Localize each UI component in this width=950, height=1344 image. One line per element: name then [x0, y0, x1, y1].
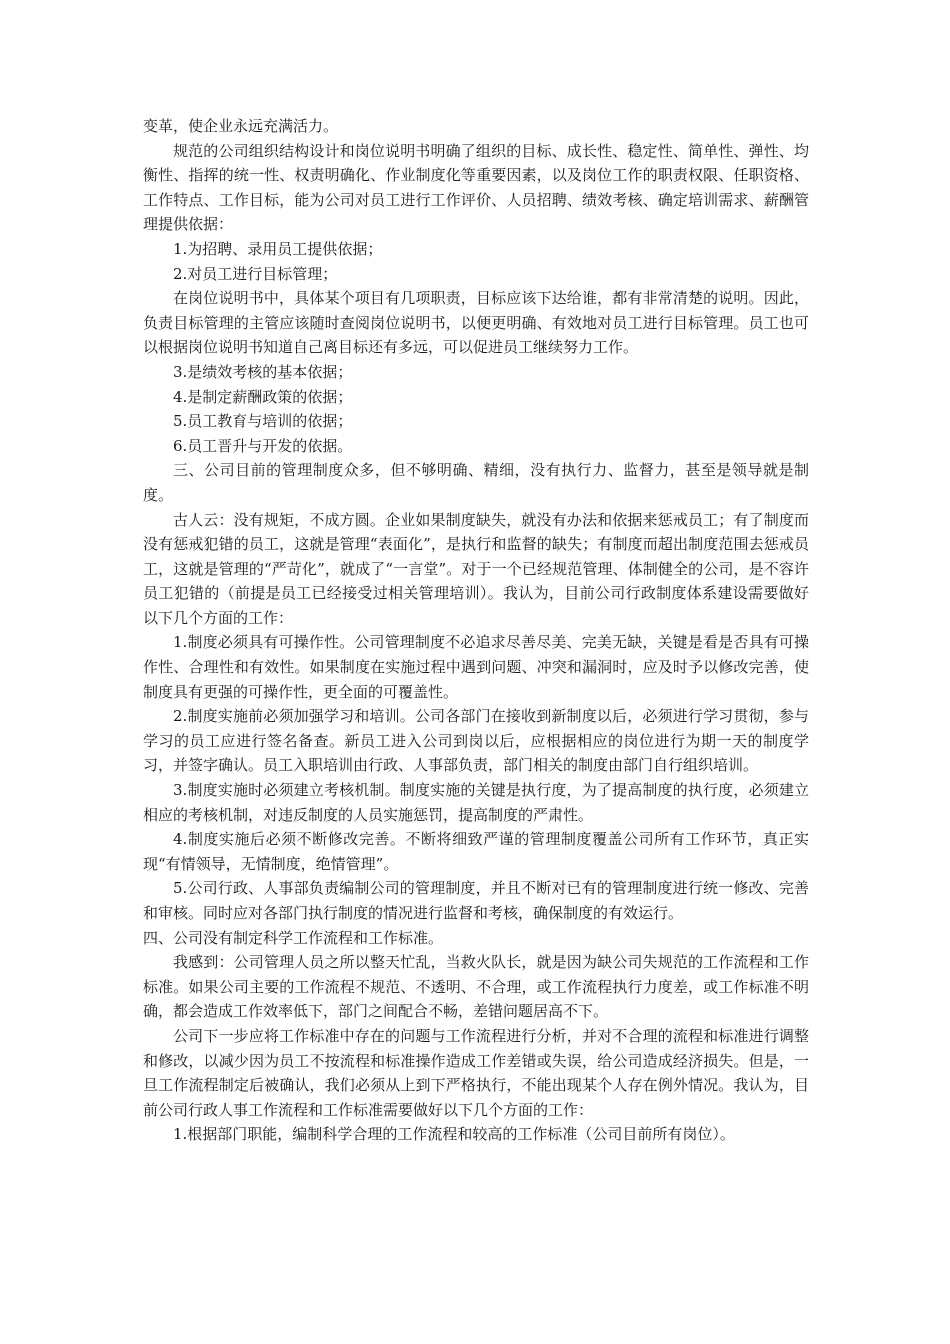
paragraph: 变革，使企业永远充满活力。: [143, 117, 339, 135]
list-item: 1.根据部门职能，编制科学合理的工作流程和较高的工作标准（公司目前所有岗位）。: [173, 1125, 735, 1144]
paragraph: 规范的公司组织结构设计和岗位说明书明确了组织的目标、成长性、稳定性、简单性、弹性、均衡性、指挥的统一性、权责明确化、作业制度化等重要因素，以及岗位工作的职责权限、任职资格、工作特点、工作目标，能为公司对员工进行工作评价、人员招聘、绩效考核、确定培训需求、薪酬管理提供依据：: [143, 141, 809, 234]
list-item: 1.制度必须具有可操作性。公司管理制度不必追求尽善尽美、完美无缺，关键是看是否具有可操作性、合理性和有效性。如果制度在实施过程中遇到问题、冲突和漏洞时，应及时予以修改完善，使制度具有更强的可操作性，更全面的可覆盖性。: [143, 633, 809, 701]
list-item: 5.员工教育与培训的依据；: [173, 412, 353, 431]
paragraph: 我感到：公司管理人员之所以整天忙乱，当救火队长，就是因为缺公司失规范的工作流程和工作标准。如果公司主要的工作流程不规范、不透明、不合理，或工作流程执行力度差，或工作标准不明确，都会造成工作效率低下，部门之间配合不畅，差错问题居高不下。: [143, 953, 809, 1021]
list-item: 2.对员工进行目标管理；: [173, 264, 338, 283]
list-item: 6.员工晋升与开发的依据。: [173, 436, 353, 455]
section-heading: 四、公司没有制定科学工作流程和工作标准。: [143, 928, 444, 947]
list-item: 3.是绩效考核的基本依据；: [173, 362, 353, 381]
list-item: 2.制度实施前必须加强学习和培训。公司各部门在接收到新制度以后，必须进行学习贯彻，参与学习的员工应进行签名备查。新员工进入公司到岗以后，应根据相应的岗位进行为期一天的制度学习，并签字确认。员工入职培训由行政、人事部负责，部门相关的制度由部门自行组织培训。: [143, 707, 809, 775]
list-item: 3.制度实施时必须建立考核机制。制度实施的关键是执行度，为了提高制度的执行度，必须建立相应的考核机制，对违反制度的人员实施惩罚，提高制度的严肃性。: [143, 781, 809, 824]
paragraph: 公司下一步应将工作标准中存在的问题与工作流程进行分析，并对不合理的流程和标准进行调整和修改，以减少因为员工不按流程和标准操作造成工作差错或失误，给公司造成经济损失。但是，一旦工作流程制定后被确认，我们必须从上到下严格执行，不能出现某个人存在例外情况。我认为，目前公司行政人事工作流程和工作标准需要做好以下几个方面的工作：: [143, 1026, 809, 1119]
paragraph: 古人云：没有规矩，不成方圆。企业如果制度缺失，就没有办法和依据来惩戒员工；有了制度而没有惩戒犯错的员工，这就是管理“表面化”，是执行和监督的缺失；有制度而超出制度范围去惩戒员工，这就是管理的“严苛化”，就成了“一言堂”。对于一个已经规范管理、体制健全的公司，是不容许员工犯错的（前提是员工已经接受过相关管理培训）。我认为，目前公司行政制度体系建设需要做好以下几个方面的工作：: [143, 510, 809, 627]
list-item: 4.是制定薪酬政策的依据；: [173, 387, 353, 406]
list-item: 5.公司行政、人事部负责编制公司的管理制度，并且不断对已有的管理制度进行统一修改、完善和审核。同时应对各部门执行制度的情况进行监督和考核，确保制度的有效运行。: [143, 879, 809, 922]
section-heading: 三、公司目前的管理制度众多，但不够明确、精细，没有执行力、监督力，甚至是领导就是制度。: [143, 461, 809, 504]
document-body: [143, 114, 809, 1147]
list-item: 1.为招聘、录用员工提供依据；: [173, 239, 383, 258]
list-item: 4.制度实施后必须不断修改完善。不断将细致严谨的管理制度覆盖公司所有工作环节，真正实现“有情领导，无情制度，绝情管理”。: [143, 830, 809, 873]
paragraph: 在岗位说明书中，具体某个项目有几项职责，目标应该下达给谁，都有非常清楚的说明。因此，负责目标管理的主管应该随时查阅岗位说明书，以便更明确、有效地对员工进行目标管理。员工也可以根据岗位说明书知道自己离目标还有多远，可以促进员工继续努力工作。: [143, 289, 809, 357]
